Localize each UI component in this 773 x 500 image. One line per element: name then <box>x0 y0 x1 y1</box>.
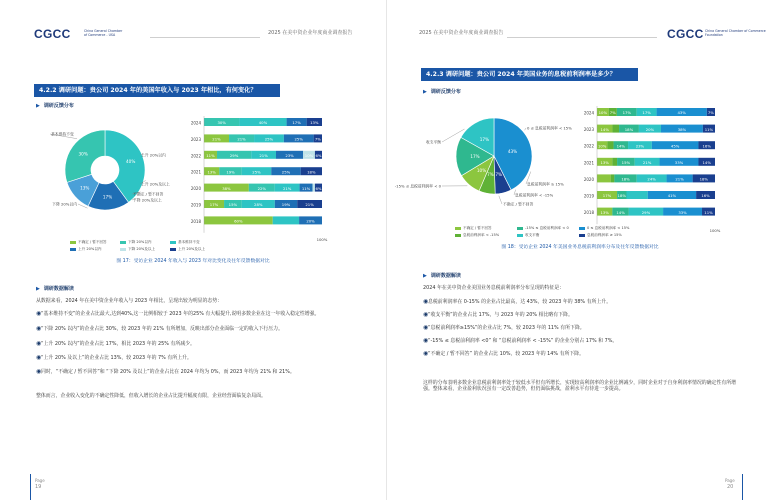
bar-data-label: 18% <box>624 126 634 132</box>
bar-data-label: 41% <box>667 193 677 199</box>
bar-category-label: 2024 <box>583 110 594 116</box>
bullet-item <box>423 337 743 344</box>
subheading-text: 调研数据解读 <box>430 273 461 279</box>
bar-data-label: 28% <box>254 202 263 208</box>
header-rule <box>150 37 260 38</box>
bar-category-label: 2024 <box>190 120 201 126</box>
bar-category-label: 2019 <box>583 193 594 199</box>
conclusion-paragraph: 整体而言，企业收入变化的不确定性降低，但收入增长的企业占比提升幅度有限，企业经营面临复杂局面。 <box>36 393 266 399</box>
bullet-icon: ◉ <box>423 350 429 357</box>
bar-data-label: 15% <box>621 160 631 165</box>
bullet-item <box>423 311 743 318</box>
bullet-item <box>36 368 356 375</box>
footer-page-label: Page <box>725 478 735 483</box>
legend-item <box>579 226 629 231</box>
logo-sub-1: China General Chamber <box>84 29 123 33</box>
bar-data-label: 6% <box>315 153 322 158</box>
pie-outer-label: 上升 20%及以上 <box>141 181 170 187</box>
legend-swatch <box>170 241 176 244</box>
legend-item <box>170 240 200 245</box>
footer-rule <box>742 474 743 500</box>
pie-leader-line <box>525 128 526 130</box>
logo-sub-2: Foundation <box>705 33 723 37</box>
bar-data-label: 43% <box>677 110 686 116</box>
intro-paragraph: 从数据来看，2024 年在美中资企业年收入与 2023 年相比，呈现出较为明显的态势： <box>36 298 223 304</box>
pie-outer-label: 息税前利润率 ≥ 15% <box>527 181 564 187</box>
bar-data-label: 17% <box>622 110 632 116</box>
bar-category-label: 2020 <box>190 186 201 192</box>
bullet-item <box>36 310 356 317</box>
bar-data-label: 21% <box>305 202 314 208</box>
legend-label: 基本维持不变 <box>178 240 200 244</box>
bar-data-label: 14% <box>616 143 626 149</box>
bar-data-label: 14% <box>702 160 711 165</box>
bar-category-label: 2018 <box>190 218 201 224</box>
pie-slice-label: 17% <box>479 137 490 143</box>
bar-segment <box>612 158 617 166</box>
bar-data-label: 18% <box>621 176 630 182</box>
bar-data-label: 14% <box>600 126 609 132</box>
bullet-item <box>423 298 743 305</box>
bullet-icon: ◉ <box>423 324 429 331</box>
footer-page-label: Page <box>35 478 45 483</box>
bullet-text: 息税前利润率在 0-15% 的企业占比最高，达 43%，较 2023 年的 38% 有所上升。 <box>428 299 612 305</box>
legend-item <box>517 226 569 231</box>
pie-outer-label: 不确定 / 暂不回答 <box>503 201 534 207</box>
bar-data-label: 21% <box>675 176 684 182</box>
bar-data-label: 10% <box>304 153 314 158</box>
bullet-icon: ◉ <box>423 298 429 305</box>
legend-item <box>120 247 155 252</box>
bar-data-label: 45% <box>670 143 680 149</box>
bar-data-label: 20% <box>306 218 315 224</box>
legend-label: 上升 20%以内 <box>78 247 102 251</box>
bar-data-label: 21% <box>642 160 652 165</box>
bullet-text: “不确定 / 暂不回答” 的企业占比 10%，较 2023 年的 14% 有所下降。 <box>428 351 585 357</box>
legend-swatch <box>120 248 126 251</box>
pie-outer-label: 上升 20%以内 <box>141 152 166 158</box>
bar-data-label: 7% <box>314 136 321 142</box>
bar-segment <box>611 174 615 182</box>
bar-category-label: 2021 <box>190 169 201 175</box>
bar-segment <box>627 191 648 199</box>
pie-outer-label: -15% ≤ 息税前利润率 < 0 <box>394 183 441 189</box>
subheading-text: 调研反馈分布 <box>430 89 461 95</box>
pie-outer-label: 下降 20%及以上 <box>133 197 162 203</box>
bar-data-label: 30% <box>217 120 226 126</box>
footer-rule <box>30 474 31 500</box>
cgcc-logo: CGCC <box>34 27 71 41</box>
bar-data-label: 38% <box>222 185 231 191</box>
legend-label: 收支平衡 <box>525 233 540 237</box>
legend-label: 0 ≤ 息税前利润率 < 15% <box>587 226 630 230</box>
bar-data-label: 29% <box>229 153 239 158</box>
triangle-icon: ▶ <box>423 273 427 279</box>
bar-category-label: 2023 <box>583 127 594 133</box>
bar-data-label: 13% <box>207 169 216 175</box>
bar-data-label: 24% <box>647 176 656 182</box>
pie-slice-label: 7% <box>487 172 494 178</box>
bar-data-label: 33% <box>678 209 687 215</box>
bar-category-label: 2020 <box>583 176 594 182</box>
figure-caption: 图 17：受访企业 2024 年收入与 2023 年对比变化及往年反馈数据对比 <box>116 259 270 264</box>
legend-swatch <box>455 234 461 237</box>
bar-data-label: 13% <box>310 120 319 126</box>
bar-data-label: 19% <box>226 169 235 175</box>
bar-data-label: 33% <box>674 160 684 165</box>
header-title: 2025 在美中资企业年度商业调查报告 <box>268 30 353 36</box>
bar-data-label: 11% <box>704 126 714 132</box>
bullet-icon: ◉ <box>36 368 42 375</box>
footer-page-number: 20 <box>727 484 734 490</box>
bar-data-label: 25% <box>294 136 303 142</box>
header-logo-sub <box>84 29 122 43</box>
bullet-item <box>36 354 356 361</box>
bullet-icon: ◉ <box>36 340 42 347</box>
pie-leader-line <box>499 196 502 204</box>
bar-data-label: 11% <box>206 153 215 158</box>
legend-label: 不确定 / 暂不回答 <box>463 226 492 230</box>
bar-data-label: 21% <box>282 185 292 191</box>
bar-category-label: 2018 <box>583 210 594 216</box>
bar-data-label: 21% <box>212 136 221 142</box>
bar-data-label: 25% <box>252 169 261 175</box>
legend-swatch <box>70 248 76 251</box>
bar-category-label: 2023 <box>190 136 201 142</box>
pie-chart-revenue <box>40 112 180 222</box>
legend-item <box>170 247 205 252</box>
legend-swatch <box>579 234 585 237</box>
bullet-text: “上升 20% 以内”的企业占比 17%，相比 2023 年的 25% 有所减少。 <box>41 341 195 347</box>
legend-swatch <box>455 227 461 230</box>
pie-outer-label: 收支平衡 <box>425 139 441 145</box>
pie-outer-label: 下降 20%以内 <box>52 201 77 207</box>
stacked-bar-revenue <box>190 114 340 244</box>
bar-segment <box>273 216 299 224</box>
legend-swatch <box>70 241 76 244</box>
conclusion-paragraph: 这样的分布表明多数企业息税前利润率处于较低水平但有所增长，实现较高利润率的企业比例减少，同时企业对于自身利润率情况的确定性有所增强。整体来看，企业盈利状况虽有一定改善趋势，但仍面临挑战，盈利水平有待进一步提高。 <box>423 380 737 392</box>
header-title: 2025 在美中资企业年度商业调查报告 <box>419 30 504 36</box>
bullet-icon: ◉ <box>423 337 429 344</box>
bar-data-label: 29% <box>641 209 651 215</box>
triangle-icon: ▶ <box>423 89 427 95</box>
bullet-text: “收支平衡”的企业占比 17%，与 2023 年的 20% 相比略有下降。 <box>428 312 573 318</box>
bar-data-label: 25% <box>264 136 274 142</box>
legend-swatch <box>170 248 176 251</box>
logo-sub-2: of Commerce - USA <box>84 33 116 37</box>
cgcc-logo: CGCC <box>667 27 704 41</box>
pie-slice-label: 30% <box>78 151 88 157</box>
bar-data-label: 18% <box>307 169 316 175</box>
figure-caption: 图 18：受访企业 2024 年美国业务息税前利润率分布及往年反馈数据对比 <box>501 245 659 250</box>
bar-data-label: 11% <box>704 209 713 215</box>
section-title: 4.2.3 调研问题：贵公司 2024 年美国业务的息税前利润率是多少？ <box>421 68 638 81</box>
bullet-icon: ◉ <box>36 325 42 332</box>
bar-axis-end-label: 100% <box>316 236 328 242</box>
bar-segment <box>607 141 613 149</box>
subheading-text: 调研反馈分布 <box>43 103 74 109</box>
legend-label: 息税前利润率 < -15% <box>463 233 500 237</box>
bar-data-label: 19% <box>281 202 291 208</box>
pie-slice-label: 17% <box>102 194 113 200</box>
legend-label: 上升 20%及以上 <box>178 247 206 251</box>
bar-data-label: 18% <box>699 176 709 182</box>
subheading-text: 调研数据解读 <box>43 286 74 292</box>
bar-data-label: 17% <box>642 110 651 116</box>
bar-data-label: 17% <box>602 193 612 199</box>
bar-data-label: 7% <box>707 110 714 116</box>
bullet-text: “下降 20% 以内”的企业占比 30%，较 2023 年的 21% 有所增加，反映出部分企业面临一定的收入下行压力。 <box>41 326 283 332</box>
bullet-icon: ◉ <box>36 354 42 361</box>
page-19 <box>0 0 386 500</box>
legend-label: 下降 20%及以上 <box>128 247 156 251</box>
pie-outer-label: 0 ≤ 息税前利润率 < 15% <box>527 125 572 131</box>
bar-data-label: 17% <box>209 202 219 208</box>
bullet-item <box>36 325 356 332</box>
bar-data-label: 16% <box>702 143 711 149</box>
pie-slice-label: 13% <box>80 185 90 191</box>
bullet-text: “基本维持不变”的企业占比最大,达到40%,这一比例相较于 2023 年的25% 有大幅提升,说明多数企业在这一年收入稳定性增强。 <box>41 311 320 317</box>
bar-axis-end-label: 100% <box>709 228 721 234</box>
bar-data-label: 40% <box>258 120 268 126</box>
pie-slice-label: 7% <box>495 171 503 177</box>
triangle-icon: ▶ <box>36 103 40 109</box>
header-logo <box>667 27 704 41</box>
bar-data-label: 15% <box>228 202 238 208</box>
bullet-item <box>423 350 743 357</box>
legend-item <box>455 226 492 231</box>
subheading-interpretation <box>423 272 461 279</box>
legend-item <box>120 240 152 245</box>
section-title: 4.2.2 调研问题：贵公司 2024 年的美国年收入与 2023 年相比，有何变化？ <box>34 84 280 97</box>
bar-data-label: 60% <box>234 218 243 224</box>
legend-swatch <box>517 227 523 230</box>
bar-segment <box>597 174 611 182</box>
legend-swatch <box>517 234 523 237</box>
bar-data-label: 7% <box>609 110 616 116</box>
bar-data-label: 38% <box>677 126 687 132</box>
legend-item <box>70 240 107 245</box>
legend-item <box>579 233 622 238</box>
bar-category-label: 2021 <box>583 160 594 166</box>
pie-outer-label: 不确定 / 暂不回答 <box>133 191 164 197</box>
pie-chart-ebit <box>394 100 572 210</box>
legend-label: 下降 20%以内 <box>128 240 152 244</box>
bar-data-label: 20% <box>645 126 655 132</box>
bar-data-label: 13% <box>600 160 609 165</box>
bar-data-label: 22% <box>257 185 267 191</box>
bar-data-label: 13% <box>600 209 609 215</box>
subheading-distribution <box>423 88 461 95</box>
subheading-distribution <box>36 102 74 109</box>
stacked-bar-ebit <box>579 100 729 234</box>
legend-label: -15% ≤ 息税前利润率 < 0 <box>525 226 569 230</box>
bullet-icon: ◉ <box>423 311 429 318</box>
bullet-text: “-15% ≤ 息税前利润率 <0” 和 “息税前利润率 < -15%” 的企业分别占 17% 和 7%。 <box>428 338 618 344</box>
logo-sub-1: China General Chamber of Commerce <box>705 29 766 33</box>
bullet-text: 同时，“不确定 / 暂不回答”和 “下降 20% 及以上”的企业占比在 2024 年均为 0%，而 2023 年均为 21% 和 21%。 <box>41 369 295 375</box>
legend-item <box>70 247 102 252</box>
legend-label: 息税前利润率 ≥ 15% <box>587 233 622 237</box>
bullet-text: “息税前利润率≥15%”的企业占比 7%，较 2023 年的 11% 有所下降。 <box>428 325 585 331</box>
bar-data-label: 23% <box>635 143 645 149</box>
bullet-text: “上升 20% 及以上”的企业占比 13%，较 2023 年的 7% 有所上升。 <box>41 355 192 361</box>
bar-data-label: 25% <box>281 169 291 175</box>
bar-data-label: 21% <box>237 136 246 142</box>
legend-item <box>455 233 499 238</box>
bar-segment <box>612 125 619 133</box>
bar-data-label: 18% <box>617 193 627 199</box>
legend-label: 不确定 / 暂不回答 <box>78 240 107 244</box>
pie-slice-label: 40% <box>126 159 136 165</box>
header-rule <box>507 37 657 38</box>
bar-data-label: 16% <box>701 193 710 199</box>
pie-slice-label: 10% <box>476 167 487 173</box>
footer-page-number: 19 <box>35 484 42 490</box>
pie-outer-label: 基本维持不变 <box>51 131 74 137</box>
subheading-interpretation <box>36 285 74 292</box>
header-logo-sub <box>705 29 766 43</box>
bar-data-label: 11% <box>301 185 311 191</box>
bar-data-label: 6% <box>315 185 322 191</box>
bar-data-label: 21% <box>259 153 268 158</box>
bullet-item <box>36 340 356 347</box>
bar-category-label: 2022 <box>583 143 594 149</box>
bar-data-label: 10% <box>598 110 608 116</box>
bullet-icon: ◉ <box>36 310 42 317</box>
bar-data-label: 17% <box>292 120 301 126</box>
legend-item <box>517 233 539 238</box>
pie-slice-label: 43% <box>507 149 518 155</box>
pie-slice-label: 17% <box>470 153 480 159</box>
legend-swatch <box>120 241 126 244</box>
header-logo <box>34 27 71 41</box>
intro-paragraph: 2024 年在美中资企业美国业务息税前利润率分布呈现的特征是： <box>423 285 565 291</box>
bar-category-label: 2022 <box>190 153 201 159</box>
page-20 <box>387 0 773 500</box>
legend-swatch <box>579 227 585 230</box>
bar-data-label: 14% <box>616 209 625 215</box>
bullet-item <box>423 324 743 331</box>
bar-data-label: 10% <box>597 143 607 149</box>
triangle-icon: ▶ <box>36 286 40 292</box>
bar-category-label: 2019 <box>190 202 201 208</box>
bar-data-label: 23% <box>285 153 294 158</box>
pie-outer-label: 息税前利润率 < -15% <box>515 192 554 198</box>
